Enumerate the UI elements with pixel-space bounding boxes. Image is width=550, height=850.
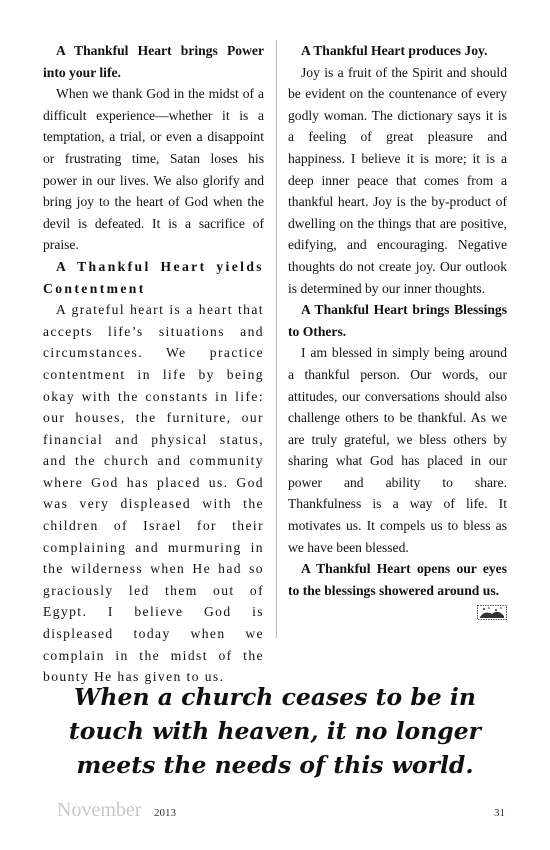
section-heading-blessings: A Thankful Heart brings Blessings to Others. [288, 302, 507, 339]
section-text-joy: Joy is a fruit of the Spirit and should be evident on the countenance of every godly woman. The dictionary says it is a feeling of great pleasure and happiness. I believe it is more; it is a deep inner peace that comes from a thankful heart. Joy is the by-product of dwelling on the things that are positive, edifying, and encouraging. Negative thoughts do not create joy. Our outlook is determined by our inner thoughts. [288, 64, 507, 296]
footer-year: 2013 [154, 807, 176, 819]
pull-quote: When a church ceases to be in touch with heaven, it no longer meets the needs of this world. [68, 683, 482, 779]
right-column [288, 40, 507, 620]
section-text-blessings: I am blessed in simply being around a thankful person. Our words, our attitudes, our conversations should also challenge others to be thankful. As we are truly grateful, we bless others by sharing what God has placed in our power and ability to share. Thankfulness is a way of life. It motivates us. It compels us to bless as we have been blessed. [288, 345, 507, 555]
footer-month: November [57, 799, 142, 821]
section-text-contentment: A grateful heart is a heart that accepts life’s situations and circumstances. We practice contentment in life by being okay with the constants in life: our houses, the furniture, our financial and physical status, and the church and community where God has placed us. God was very displeased with the children of Israel for their complaining and murmuring in the wilderness when He had so graciously led them out of Egypt. I believe God is displeased today when we complain in the midst of the bounty He has given to us. [43, 302, 264, 685]
section-heading-power: A Thankful Heart brings Power into your life. [43, 43, 264, 80]
left-column [43, 40, 264, 688]
section-heading-joy: A Thankful Heart produces Joy. [301, 43, 488, 58]
section-heading-eyes [288, 558, 507, 601]
section-heading-contentment: A Thankful Heart yields Contentment [43, 258, 264, 296]
section-heading-eyes-text: A Thankful Heart opens our eyes to the blessings showered around us. [288, 561, 507, 598]
column-divider [276, 40, 277, 638]
section-text-power: When we thank God in the midst of a difficult experience—whether it is a temptation, a trial, or even a disappoint or frustrating time, Satan loses his power in our lives. We also glorify and bring joy to the heart of God when the devil is defeated. It is a sacrifice of praise. [43, 86, 264, 253]
page-number: 31 [494, 807, 505, 819]
end-mark-icon [477, 605, 507, 620]
